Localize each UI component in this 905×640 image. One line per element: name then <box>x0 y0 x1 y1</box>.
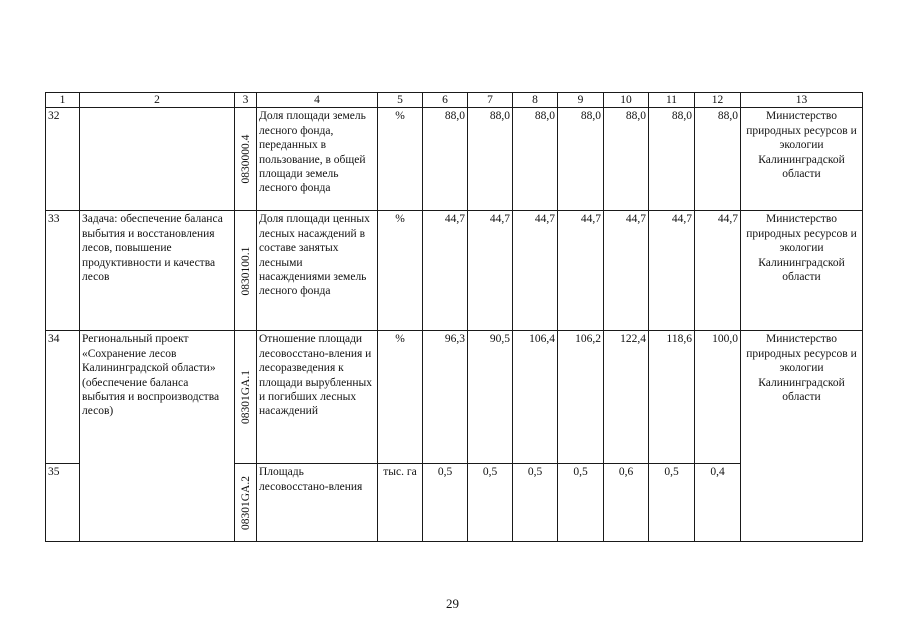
value-cell: 0,6 <box>604 464 649 542</box>
value-cell: 88,0 <box>604 108 649 211</box>
value-cell: 0,5 <box>649 464 695 542</box>
header-cell: 6 <box>423 93 468 108</box>
code-cell: 08301GA.2 <box>235 464 257 542</box>
indicators-table <box>45 92 863 542</box>
value-cell: 44,7 <box>558 211 604 331</box>
indicator-cell: Доля площади ценных лесных насаждений в составе занятых лесными насаждениями земель лесного фонда <box>257 211 378 331</box>
value-cell: 106,4 <box>513 331 558 464</box>
table-row <box>46 331 863 464</box>
header-cell: 7 <box>468 93 513 108</box>
responsible-cell: Министерство природных ресурсов и экологии Калининградской области <box>741 108 863 211</box>
header-cell: 2 <box>80 93 235 108</box>
task-cell: Региональный проект «Сохранение лесов Калининградской области» (обеспечение баланса выбытия и воспроизводства лесов) <box>80 331 235 542</box>
header-cell: 3 <box>235 93 257 108</box>
row-number: 32 <box>46 108 80 211</box>
header-cell: 11 <box>649 93 695 108</box>
row-number: 35 <box>46 464 80 542</box>
indicator-cell: Площадь лесовосстано-вления <box>257 464 378 542</box>
value-cell: 0,5 <box>558 464 604 542</box>
row-number: 34 <box>46 331 80 464</box>
value-cell: 0,5 <box>423 464 468 542</box>
unit-cell: тыс. га <box>378 464 423 542</box>
header-cell: 13 <box>741 93 863 108</box>
row-number: 33 <box>46 211 80 331</box>
header-cell: 1 <box>46 93 80 108</box>
header-row <box>46 93 863 108</box>
value-cell: 0,5 <box>513 464 558 542</box>
value-cell: 44,7 <box>604 211 649 331</box>
value-cell: 122,4 <box>604 331 649 464</box>
table-row <box>46 211 863 331</box>
value-cell: 100,0 <box>695 331 741 464</box>
task-cell: Задача: обеспечение баланса выбытия и восстановления лесов, повышение продуктивности и качества лесов <box>80 211 235 331</box>
value-cell: 106,2 <box>558 331 604 464</box>
responsible-cell: Министерство природных ресурсов и экологии Калининградской области <box>741 211 863 331</box>
unit-cell: % <box>378 108 423 211</box>
responsible-cell: Министерство природных ресурсов и экологии Калининградской области <box>741 331 863 542</box>
header-cell: 4 <box>257 93 378 108</box>
value-cell: 88,0 <box>558 108 604 211</box>
value-cell: 0,5 <box>468 464 513 542</box>
value-cell: 44,7 <box>423 211 468 331</box>
value-cell: 88,0 <box>649 108 695 211</box>
header-cell: 5 <box>378 93 423 108</box>
value-cell: 96,3 <box>423 331 468 464</box>
value-cell: 0,4 <box>695 464 741 542</box>
task-cell <box>80 108 235 211</box>
unit-cell: % <box>378 211 423 331</box>
header-cell: 8 <box>513 93 558 108</box>
code-cell: 0830000.4 <box>235 108 257 211</box>
code-cell: 08301GA.1 <box>235 331 257 464</box>
value-cell: 88,0 <box>468 108 513 211</box>
value-cell: 44,7 <box>468 211 513 331</box>
value-cell: 118,6 <box>649 331 695 464</box>
code-cell: 0830100.1 <box>235 211 257 331</box>
header-cell: 9 <box>558 93 604 108</box>
value-cell: 88,0 <box>513 108 558 211</box>
indicator-cell: Доля площади земель лесного фонда, переданных в пользование, в общей площади земель лесного фонда <box>257 108 378 211</box>
value-cell: 90,5 <box>468 331 513 464</box>
value-cell: 44,7 <box>513 211 558 331</box>
value-cell: 44,7 <box>649 211 695 331</box>
unit-cell: % <box>378 331 423 464</box>
header-cell: 12 <box>695 93 741 108</box>
value-cell: 88,0 <box>423 108 468 211</box>
value-cell: 88,0 <box>695 108 741 211</box>
page-number: 29 <box>446 596 459 611</box>
indicator-cell: Отношение площади лесовосстано-вления и лесоразведения к площади вырубленных и погибших лесных насаждений <box>257 331 378 464</box>
header-cell: 10 <box>604 93 649 108</box>
table-row <box>46 108 863 211</box>
value-cell: 44,7 <box>695 211 741 331</box>
